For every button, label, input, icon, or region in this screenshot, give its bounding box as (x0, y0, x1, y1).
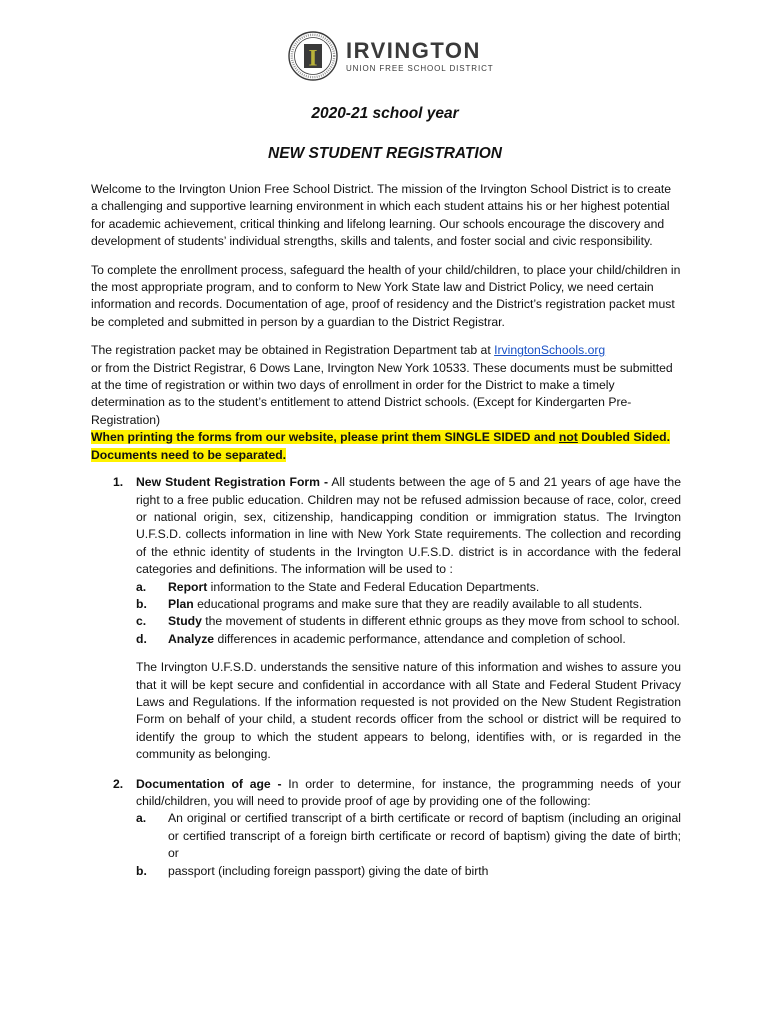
intro-paragraph-3 (91, 342, 681, 464)
sub-item-keyword: Report (168, 579, 208, 594)
sub-item-letter: b. (136, 863, 147, 878)
sub-item (136, 613, 681, 630)
intro-paragraph-1: Welcome to the Irvington Union Free School District. The mission of the Irvington School District is to create a challenging and supportive learning environment in which each student attains his or her highest potential for academic achievement, critical thinking and lifelong learning. Our schools encourage the discovery and development of students’ individual strengths, skills and talents, and foster social and civic responsibility. (91, 182, 672, 249)
logo-name: IRVINGTON (346, 38, 481, 63)
notice-not: not (558, 430, 578, 445)
separation-notice: Documents need to be separated. (91, 447, 287, 462)
sub-item (136, 596, 681, 613)
item-heading: Documentation of age - (136, 776, 282, 791)
sub-item-keyword: Study (168, 614, 202, 629)
school-year-title: 2020-21 school year (311, 105, 459, 122)
privacy-paragraph: The Irvington U.F.S.D. understands the sensitive nature of this information and wishes to assure you that it will be kept secure and confidential in accordance with all State and Federal Student Privacy Laws and Regulations. If the information requested is not provided on the New Student Registration Form on behalf of your child, a student records officer from the school or district will be required to identify the group to which the student appears to belong, identifies with, or is regarded in the community as belonging. (136, 660, 681, 762)
sub-item-text: educational programs and make sure that they are readily available to all students. (193, 596, 643, 611)
item-number: 1. (113, 475, 124, 490)
item-text: In order to determine, for instance, the programming needs of your child/children, you will need to provide proof of age by providing one of the following: (136, 776, 681, 808)
sub-item (136, 631, 681, 648)
sub-item-letter: d. (136, 631, 147, 646)
logo-subtitle: UNION FREE SCHOOL DISTRICT (346, 64, 494, 73)
notice-text: When printing the forms from our website, please print them SINGLE SIDED and (91, 430, 559, 445)
printing-notice (91, 430, 670, 444)
intro-p3-text: The registration packet may be obtained in Registration Department tab at (91, 343, 495, 358)
page-title: NEW STUDENT REGISTRATION (268, 145, 502, 162)
district-seal-icon (288, 31, 338, 81)
item-text: All students between the age of 5 and 21 years of age have the right to a free public education. Children may not be refused admission because of race, color, creed or national origin, sex, citizenship, handicapping condition or immigration status. The Irvington U.F.S.D. collects information in line with New York State requirements. The collection and recording of the ethnic identity of students in the Irvington U.F.S.D. district is in accordance with the federal categories and definitions. The information will be used to : (136, 475, 681, 577)
sub-item-text: the movement of students in different ethnic groups as they move from school to school. (201, 614, 680, 629)
sub-item-text: differences in academic performance, attendance and completion of school. (214, 631, 626, 646)
seal-initial: I (308, 45, 318, 71)
sub-item (136, 863, 681, 880)
sub-item-letter: b. (136, 596, 147, 611)
sub-item (136, 579, 681, 596)
list-item (91, 776, 681, 880)
sub-item-text: An original or certified transcript of a birth certificate or record of baptism (including an original or certified transcript of a foreign birth certificate or record of baptism) giving the date of birth; or (168, 811, 681, 861)
district-website-link[interactable]: IrvingtonSchools.org (494, 343, 606, 358)
notice-text-end: Doubled Sided. (577, 430, 670, 445)
district-logo (288, 31, 494, 81)
document-body (91, 181, 681, 880)
sub-item-text: passport (including foreign passport) giving the date of birth (168, 863, 489, 878)
intro-paragraph-2: To complete the enrollment process, safeguard the health of your child/children, to place your child/children in the most appropriate program, and to conform to New York State law and District Policy, we need certain information and records. Documentation of age, proof of residency and the District’s registration packet must be completed and submitted in person by a guardian to the District Registrar. (91, 262, 681, 329)
sub-item-letter: c. (136, 614, 147, 629)
sub-item-text: information to the State and Federal Education Departments. (207, 579, 540, 594)
list-item (91, 474, 681, 764)
item-heading: New Student Registration Form - (136, 475, 329, 490)
requirements-list (91, 474, 681, 880)
item-number: 2. (113, 776, 124, 791)
sub-item-letter: a. (136, 579, 147, 594)
intro-p3-text-cont: or from the District Registrar, 6 Dows Lane, Irvington New York 10533. These documents must be submitted at the time of registration or within two days of enrollment in order for the District to make a timely determination as to the student’s entitlement to attend District schools. (Except for Kindergarten Pre-Registration) (91, 360, 673, 427)
sub-item-letter: a. (136, 811, 147, 826)
sub-item-keyword: Analyze (168, 631, 215, 646)
sub-item (136, 810, 681, 862)
sub-item-keyword: Plan (168, 596, 194, 611)
